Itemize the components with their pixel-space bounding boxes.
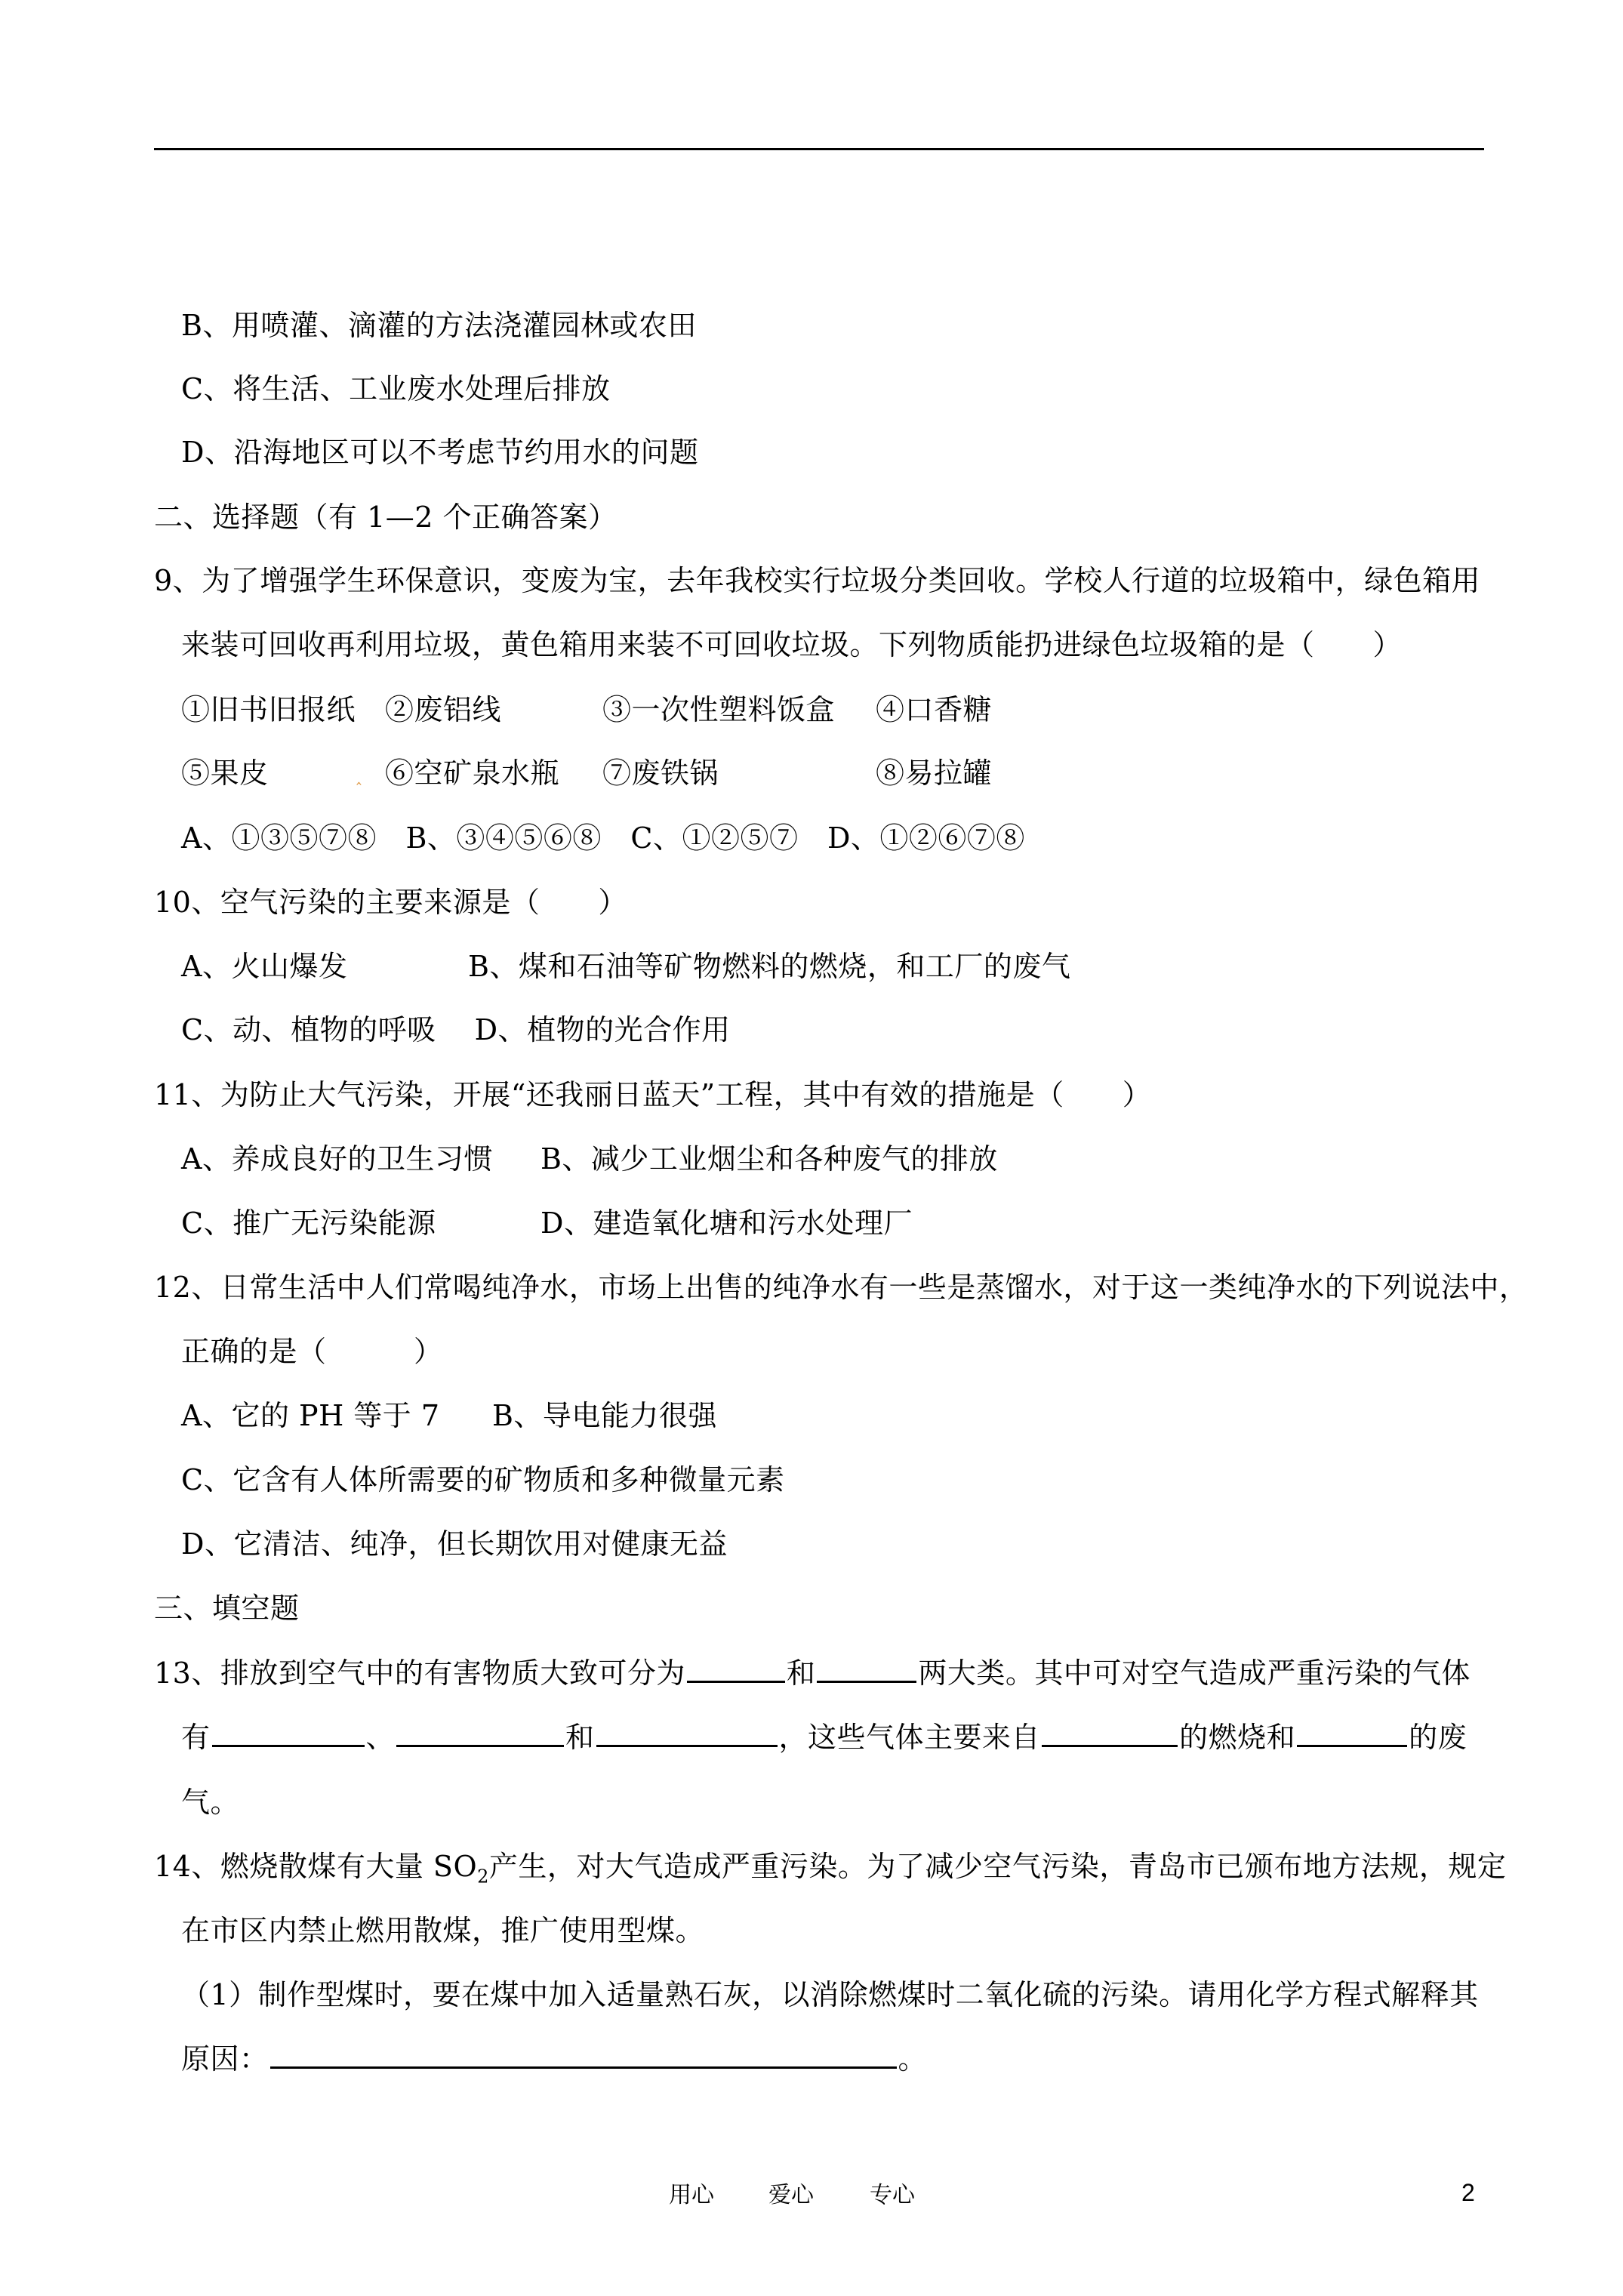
q14-text-2: 产生，对大气造成严重污染。为了减少空气污染，青岛市已颁布地方法规，规定: [488, 1850, 1507, 1883]
q13-text-5: 、: [365, 1721, 396, 1754]
q8-option-c: C、将生活、工业废水处理后排放: [181, 372, 611, 405]
q14-text-1: 14、燃烧散煤有大量 SO: [154, 1850, 478, 1883]
q13-text-9: 的废: [1409, 1721, 1467, 1754]
q8-option-d: D、沿海地区可以不考虑节约用水的问题: [181, 436, 699, 469]
q10-options-cd: C、动、植物的呼吸 D、植物的光合作用: [181, 1013, 731, 1046]
q14-text-3: 原因：: [181, 2042, 269, 2076]
q13-line2: [181, 1720, 1467, 1755]
q13-text-4: 有: [181, 1721, 211, 1754]
header-rule: [154, 148, 1484, 150]
q9-item-6: ⑥空矿泉水瓶: [385, 757, 560, 790]
q12-option-b: B、导电能力很强: [492, 1399, 717, 1432]
blank[interactable]: [1297, 1722, 1407, 1747]
q12-option-c: C、它含有人体所需要的矿物质和多种微量元素: [181, 1463, 785, 1496]
blank[interactable]: [212, 1722, 365, 1747]
q9-item-5: ⑤果皮: [181, 757, 269, 790]
q10-stem: 10、空气污染的主要来源是（ ）: [154, 886, 627, 919]
q10-option-a: A、火山爆发: [181, 950, 348, 983]
q13-line3: 气。: [181, 1786, 240, 1819]
q13-line1: [154, 1656, 1471, 1690]
page-number: 2: [1461, 2179, 1475, 2206]
q14-line1: [154, 1849, 1506, 1894]
blank[interactable]: [817, 1658, 916, 1683]
q9-item-2: ②废铝线: [385, 693, 502, 726]
blank[interactable]: [687, 1658, 785, 1683]
q13-text-1: 13、排放到空气中的有害物质大致可分为: [154, 1657, 685, 1690]
q13-text-6: 和: [565, 1721, 595, 1754]
footer-motto-2: 爱心: [768, 2182, 814, 2208]
q12-stem-line2: 正确的是（ ）: [181, 1335, 443, 1368]
q11-option-c: C、推广无污染能源: [181, 1207, 436, 1240]
q14-subscript: 2: [477, 1866, 489, 1888]
q9-item-4: ④口香糖: [876, 693, 993, 726]
answer-blank[interactable]: [270, 2044, 897, 2069]
q12-option-a: A、它的 PH 等于 7: [181, 1399, 440, 1432]
section-3-heading: 三、填空题: [154, 1592, 300, 1625]
q14-sub1-line1: （1）制作型煤时，要在煤中加入适量熟石灰，以消除燃煤时二氧化硫的污染。请用化学方程式解释其: [181, 1978, 1479, 2011]
blank[interactable]: [596, 1722, 778, 1747]
q9-options: A、①③⑤⑦⑧ B、③④⑤⑥⑧ C、①②⑤⑦ D、①②⑥⑦⑧: [181, 821, 1025, 855]
footer-motto-3: 专心: [870, 2182, 915, 2208]
q13-text-3: 两大类。其中可对空气造成严重污染的气体: [918, 1657, 1471, 1690]
q9-item-3: ③一次性塑料饭盒: [602, 693, 836, 726]
q8-option-b: B、用喷灌、滴灌的方法浇灌园林或农田: [181, 309, 697, 342]
q9-item-8: ⑧易拉罐: [876, 757, 993, 790]
q9-item-1: ①旧书旧报纸: [181, 693, 356, 726]
q12-stem-line1: 12、日常生活中人们常喝纯净水，市场上出售的纯净水有一些是蒸馏水，对于这一类纯净水的下列说法中，: [154, 1271, 1529, 1304]
blank[interactable]: [1042, 1722, 1178, 1747]
blank[interactable]: [396, 1722, 564, 1747]
q13-text-7: ，这些气体主要来自: [778, 1721, 1041, 1754]
q13-text-8: 的燃烧和: [1179, 1721, 1296, 1754]
q14-line2: 在市区内禁止燃用散煤，推广使用型煤。: [181, 1914, 705, 1947]
q9-item-7: ⑦废铁锅: [602, 757, 719, 790]
q11-option-a: A、养成良好的卫生习惯: [181, 1142, 493, 1176]
q12-option-d: D、它清洁、纯净，但长期饮用对健康无益: [181, 1527, 728, 1561]
q14-sub1-line2: [181, 2042, 927, 2076]
q11-option-d: D、建造氧化塘和污水处理厂: [540, 1207, 913, 1240]
q11-stem: 11、为防止大气污染，开展“还我丽日蓝天”工程，其中有效的措施是（ ）: [154, 1078, 1152, 1111]
q14-text-4: 。: [898, 2042, 928, 2076]
q13-text-2: 和: [786, 1657, 816, 1690]
q9-stem-line2: 来装可回收再利用垃圾，黄色箱用来装不可回收垃圾。下列物质能扔进绿色垃圾箱的是（ ）: [181, 628, 1403, 661]
q9-stem-line1: 9、为了增强学生环保意识，变废为宝，去年我校实行垃圾分类回收。学校人行道的垃圾箱中，绿色箱用: [154, 564, 1481, 597]
section-2-heading: 二、选择题（有 1—2 个正确答案）: [154, 501, 617, 534]
q10-option-b: B、煤和石油等矿物燃料的燃烧，和工厂的废气: [468, 950, 1071, 983]
q11-option-b: B、减少工业烟尘和各种废气的排放: [540, 1142, 998, 1176]
stray-mark: ‸: [356, 767, 362, 785]
footer-motto-1: 用心: [669, 2182, 714, 2208]
